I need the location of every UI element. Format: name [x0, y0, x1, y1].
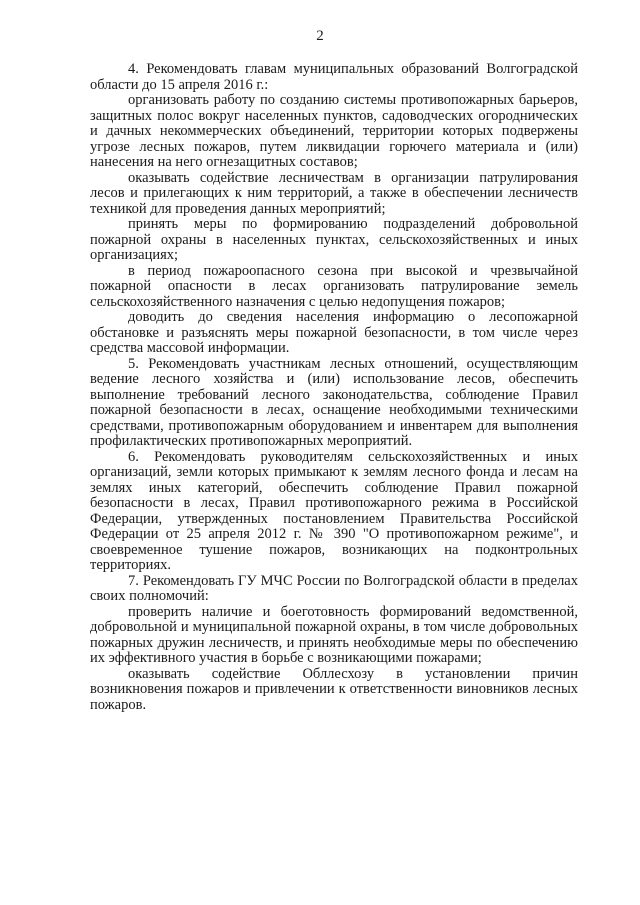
paragraph-item-4: 4. Рекомендовать главам муниципальных образований Волгоградской области до 15 апреля 2016 г.:	[90, 61, 578, 93]
document-body	[90, 62, 578, 713]
paragraph-cause-investigation: оказывать содействие Обллесхозу в установлении причин возникновения пожаров и привлечении к ответственности виновников лесных пожаров.	[90, 665, 578, 713]
page-number: 2	[316, 28, 324, 44]
paragraph-fire-season-patrol: в период пожароопасного сезона при высокой и чрезвычайной пожарной опасности в лесах организовать патрулирование земель сельскохозяйственного назначения с целью недопущения пожаров;	[90, 262, 578, 310]
paragraph-item-7: 7. Рекомендовать ГУ МЧС России по Волгоградской области в пределах своих полномочий:	[90, 572, 578, 604]
paragraph-public-information: доводить до сведения населения информацию о лесопожарной обстановке и разъяснять меры пожарной безопасности, в том числе через средства массовой информации.	[90, 309, 578, 356]
paragraph-item-6: 6. Рекомендовать руководителям сельскохозяйственных и иных организаций, земли которых примыкают к землям лесного фонда и лесам на землях иных категорий, обеспечить соблюдение Правил пожарной безопасности в лесах, Правил противопожарного режима в Российской Федерации, утвержденных постановлением Правительства Российской Федерации от 25 апреля 2012 г. № 390 "О противопожарном режиме", и своевременное тушение пожаров, возникающих на подконтрольных территориях.	[90, 448, 578, 573]
paragraph-item-5: 5. Рекомендовать участникам лесных отношений, осуществляющим ведение лесного хозяйства и (или) использование лесов, обеспечить выполнение требований лесного законодательства, соблюдение Правил пожарной безопасности в лесах, оснащение необходимыми техническими средствами, противопожарным оборудованием и инвентарем для выполнения профилактических противопожарных мероприятий.	[90, 355, 578, 449]
paragraph-volunteer-units: принять меры по формированию подразделений добровольной пожарной охраны в населенных пунктах, сельскохозяйственных и иных организациях;	[90, 216, 578, 263]
paragraph-patrol-assistance: оказывать содействие лесничествам в организации патрулирования лесов и прилегающих к ним территорий, а также в обеспечении лесничеств техникой для проведения данных мероприятий;	[90, 169, 578, 217]
paragraph-readiness-check: проверить наличие и боеготовность формирований ведомственной, добровольной и муниципальной пожарной охраны, в том числе добровольных пожарных дружин лесничеств, и принять необходимые меры по обеспечению их эффективного участия в борьбе с возникающими пожарами;	[90, 603, 578, 666]
paragraph-barriers: организовать работу по созданию системы противопожарных барьеров, защитных полос вокруг населенных пунктов, садоводческих огороднических и дачных некоммерческих объединений, территории которых подвержены угрозе лесных пожаров, путем ликвидации горючего материала и (или) нанесения на него огнезащитных составов;	[90, 92, 578, 170]
